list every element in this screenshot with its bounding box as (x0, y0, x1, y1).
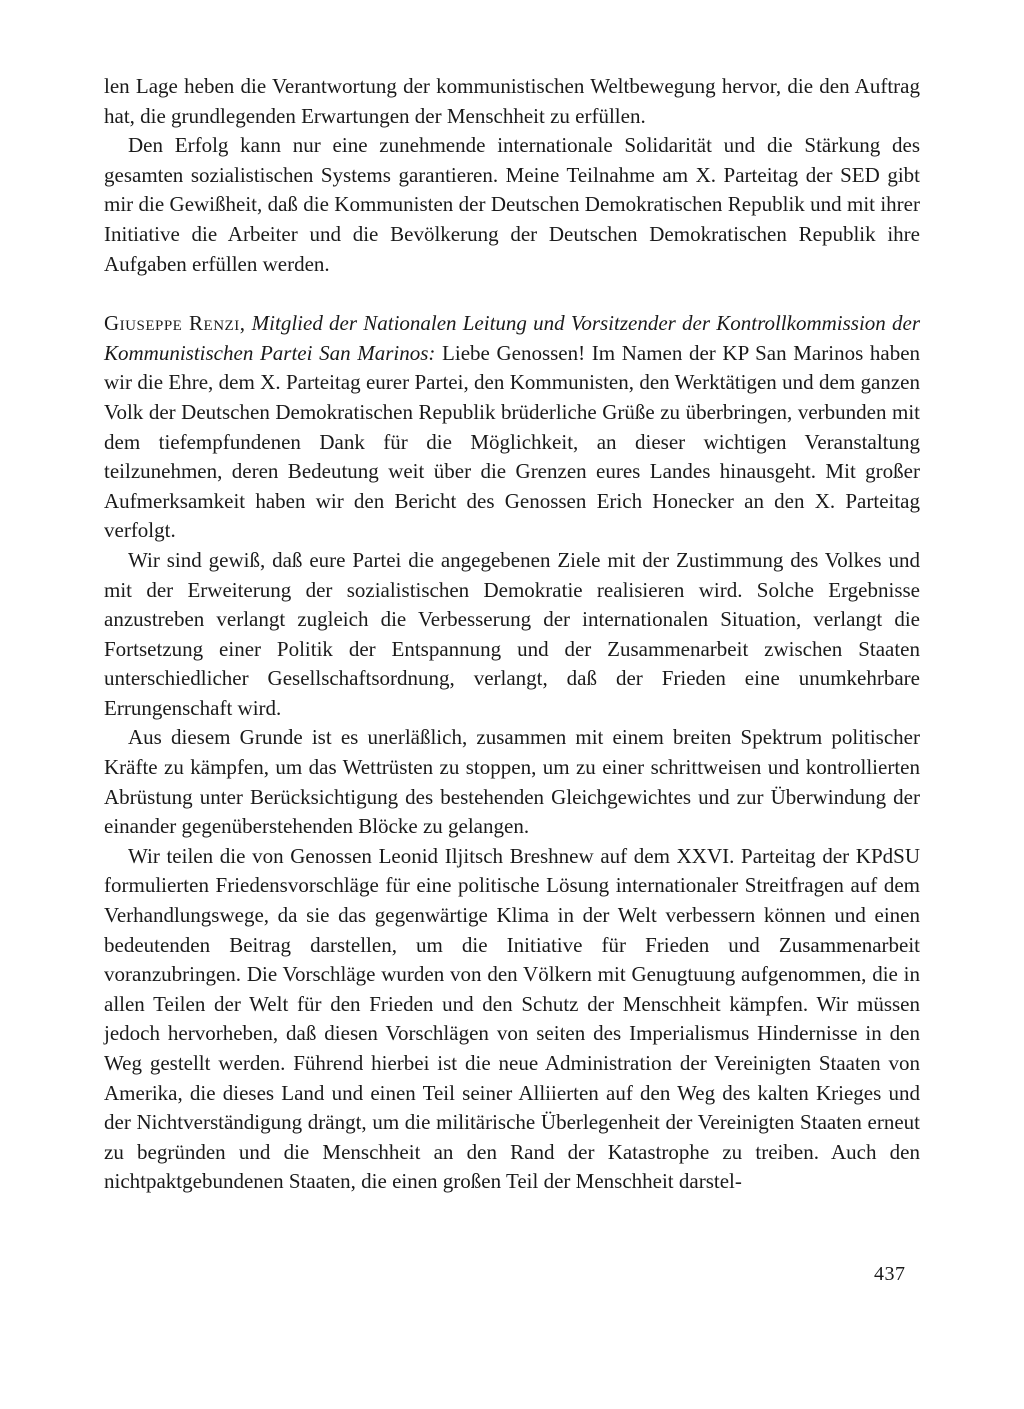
page-number: 437 (874, 1263, 906, 1285)
document-page (104, 72, 920, 1197)
paragraph: Aus diesem Grunde ist es unerläßlich, zusammen mit einem breiten Spektrum politischer Kräfte zu kämpfen, um das Wettrüsten zu stoppen, um zu einer schrittweisen und kontrollierten Abrüstung unter Berücksichtigung des bestehenden Gleichgewichtes und zur Überwindung der einander gegenüberstehenden Blöcke zu gelangen. (104, 725, 920, 839)
speech-intro (104, 309, 920, 546)
speaker-role: Mitglied der Nationalen Leitung und Vorsitzender der Kontrollkommission der Kommunistischen Partei San Marinos: (104, 311, 920, 365)
section-gap (104, 279, 920, 309)
speech-opening: Liebe Genossen! Im Namen der KP San Marinos haben wir die Ehre, dem X. Parteitag eurer Partei, den Kommunisten, den Werktätigen und dem ganzen Volk der Deutschen Demokratischen Republik brüderliche Grüße zu überbringen, verbunden mit dem tiefempfundenen Dank für die Möglichkeit, an dieser wichtigen Veranstaltung teilzunehmen, deren Bedeutung weit über die Grenzen eures Landes hinausgeht. Mit großer Aufmerksamkeit haben wir den Bericht des Genossen Erich Honecker an den X. Parteitag verfolgt. (104, 340, 921, 543)
paragraph: Den Erfolg kann nur eine zunehmende internationale Solidarität und die Stärkung des gesamten sozialistischen Systems garantieren. Meine Teilnahme am X. Parteitag der SED gibt mir die Gewißheit, daß die Kommunisten der Deutschen Demokratischen Republik und mit ihrer Initiative die Arbeiter und die Bevölkerung der Deutschen Demokratischen Republik ihre Aufgaben erfüllen werden. (104, 133, 920, 276)
paragraph: len Lage heben die Verantwortung der kommunistischen Weltbewegung hervor, die den Auftrag hat, die grundlegenden Erwartungen der Menschheit zu erfüllen. (104, 74, 920, 128)
paragraph: Wir sind gewiß, daß eure Partei die angegebenen Ziele mit der Zustimmung des Volkes und mit der Erweiterung der sozialistischen Demokratie realisieren wird. Solche Ergebnisse anzustreben verlangt zugleich die Verbesserung der internationalen Situation, verlangt die Fortsetzung einer Politik der Entspannung und der Zusammenarbeit zwischen Staaten unterschiedlicher Gesellschaftsordnung, verlangt, daß der Frieden eine unumkehrbare Errungenschaft wird. (104, 547, 920, 720)
paragraph: Wir teilen die von Genossen Leonid Iljitsch Breshnew auf dem XXVI. Parteitag der KPdSU formulierten Friedensvorschläge für eine politische Lösung internationaler Streitfragen auf dem Verhandlungswege, da sie das gegenwärtige Klima in der Welt verbessern können und einen bedeutenden Beitrag darstellen, um die Initiative für Frieden und Zusammenarbeit voranzubringen. Die Vorschläge wurden von den Völkern mit Genugtuung aufgenommen, die in allen Teilen der Welt für den Frieden und den Schutz der Menschheit kämpfen. Wir müssen jedoch hervorheben, daß diesen Vorschlägen von seiten des Imperialismus Hindernisse in den Weg gestellt werden. Führend hierbei ist die neue Administration der Vereinigten Staaten von Amerika, die dieses Land und einen Teil seiner Alliierten auf den Weg des kalten Krieges und der Nichtverständigung drängt, um die militärische Überlegenheit der Vereinigten Staaten erneut zu begründen und die Menschheit an den Rand der Katastrophe zu treiben. Auch den nichtpaktgebundenen Staaten, die einen großen Teil der Menschheit darstel- (104, 843, 920, 1194)
speaker-name: Giuseppe Renzi, (104, 311, 246, 336)
